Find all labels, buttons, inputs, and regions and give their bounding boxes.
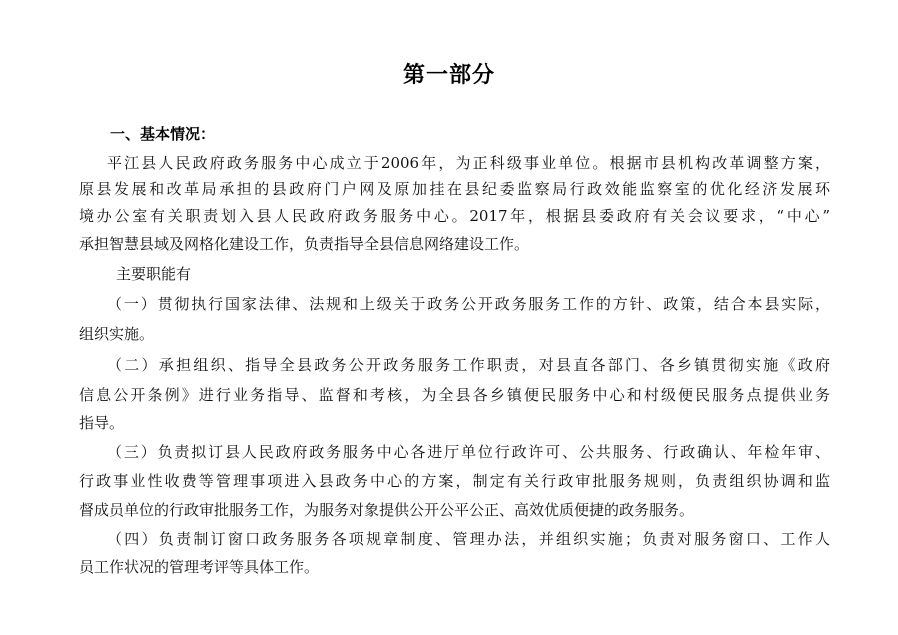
- function-item-1-line-2: 组织实施。: [79, 325, 155, 343]
- intro-line-4: 承担智慧县域及网格化建设工作，负责指导全县信息网络建设工作。: [79, 235, 530, 253]
- function-item-2-line-3: 指导。: [79, 414, 125, 432]
- intro-line-3: 境办公室有关职责划入县人民政府政务服务中心。2017年，根据县委政府有关会议要求，“中心”: [79, 207, 830, 225]
- function-item-1-line-1: （一）贯彻执行国家法律、法规和上级关于政务公开政务服务工作的方针、政策，结合本县实际，: [107, 295, 830, 313]
- intro-line-2: 原县发展和改革局承担的县政府门户网及原加挂在县纪委监察局行政效能监察室的优化经济发展环: [79, 180, 830, 198]
- function-item-3-line-3: 督成员单位的行政审批服务工作，为服务对象提供公开公平公正、高效优质便捷的政务服务。: [79, 501, 695, 519]
- function-item-4-line-2: 员工作状况的管理考评等具体工作。: [79, 558, 320, 576]
- function-item-3-line-1: （三）负责拟订县人民政府政务服务中心各进厅单位行政许可、公共服务、行政确认、年检年审、: [107, 443, 830, 461]
- page-title: 第一部分: [402, 63, 495, 88]
- function-item-2-line-2: 信息公开条例》进行业务指导、监督和考核，为全县各乡镇便民服务中心和村级便民服务点提供业务: [79, 386, 830, 404]
- section-heading-basic-info: 一、基本情况：: [110, 125, 216, 143]
- function-item-4-line-1: （四）负责制订窗口政务服务各项规章制度、管理办法，并组织实施；负责对服务窗口、工作人: [107, 530, 830, 548]
- function-item-2-line-1: （二）承担组织、指导全县政务公开政务服务工作职责，对县直各部门、各乡镇贯彻实施《政府: [107, 356, 830, 374]
- function-item-3-line-2: 行政事业性收费等管理事项进入县政务中心的方案，制定有关行政审批服务规则，负责组织协调和监: [79, 472, 830, 490]
- functions-heading: 主要职能有: [116, 265, 192, 283]
- intro-line-1: 平江县人民政府政务服务中心成立于2006年，为正科级事业单位。根据市县机构改革调整方案，: [107, 154, 830, 172]
